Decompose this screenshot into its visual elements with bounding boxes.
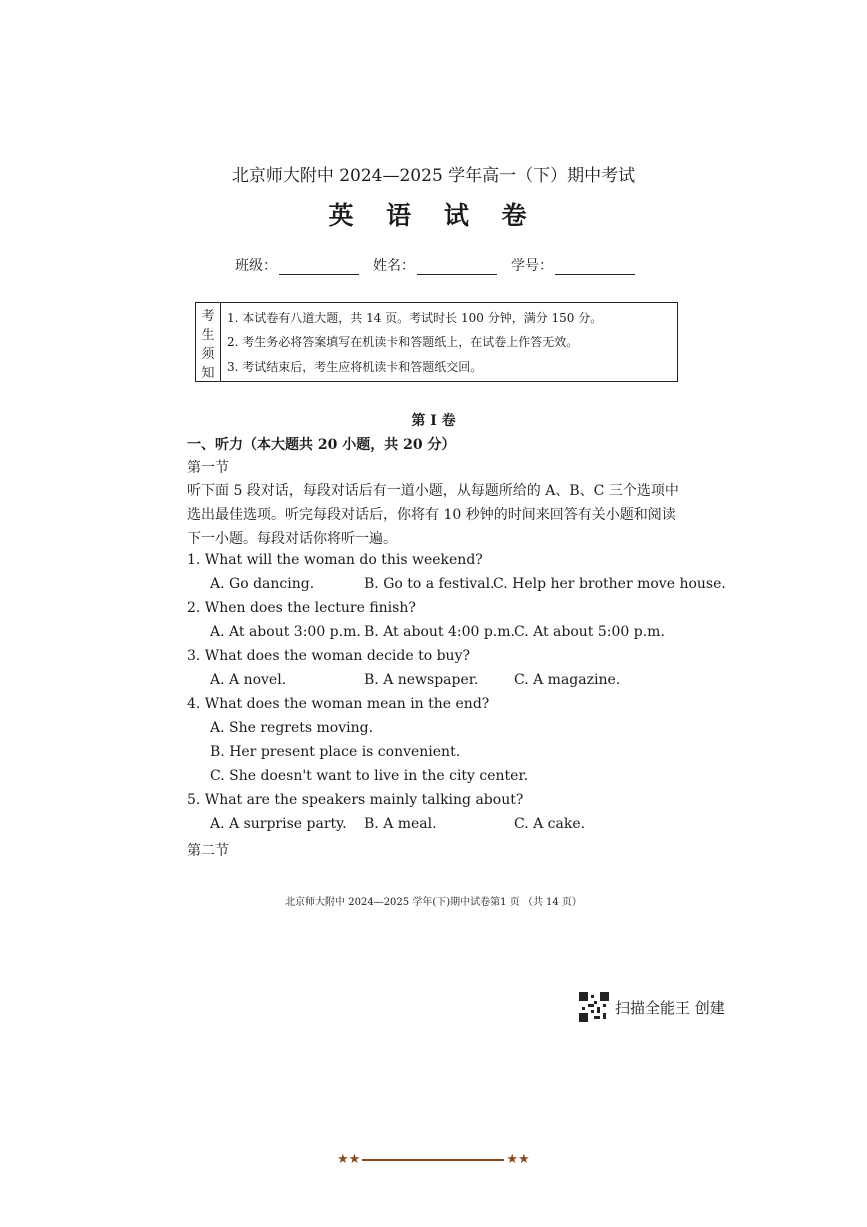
exam-title: 北京师大附中 2024—2025 学年高一（下）期中考试 bbox=[231, 166, 636, 186]
notice-items bbox=[221, 303, 677, 381]
q5-option-a: A. A surprise party. bbox=[210, 816, 347, 832]
class-blank[interactable] bbox=[279, 258, 359, 275]
page-decoration bbox=[337, 1152, 530, 1167]
qr-code-icon bbox=[579, 992, 609, 1022]
volume-title: 第 I 卷 bbox=[411, 413, 456, 429]
q1-option-b: B. Go to a festival. bbox=[364, 576, 495, 592]
q3-option-b: B. A newspaper. bbox=[364, 672, 479, 688]
question-2: 2. When does the lecture finish? bbox=[187, 600, 416, 616]
q4-option-b: B. Her present place is convenient. bbox=[210, 744, 461, 760]
name-label: 姓名： bbox=[373, 258, 415, 274]
q4-option-a: A. She regrets moving. bbox=[210, 720, 374, 736]
scanner-text: 扫描全能王 创建 bbox=[615, 998, 725, 1017]
notice-head-char: 须 bbox=[201, 347, 215, 362]
page-footer: 北京师大附中 2024—2025 学年(下)期中试卷第1 页 （共 14 页） bbox=[285, 897, 582, 908]
question-4: 4. What does the woman mean in the end? bbox=[187, 696, 490, 712]
class-label: 班级： bbox=[235, 258, 277, 274]
student-id-field[interactable] bbox=[511, 255, 635, 275]
class-field[interactable] bbox=[235, 255, 359, 275]
student-id-blank[interactable] bbox=[555, 258, 635, 275]
section-one-title: 第一节 bbox=[187, 460, 229, 476]
scanner-watermark bbox=[579, 992, 725, 1022]
notice-head-char: 知 bbox=[201, 366, 215, 381]
q1-option-c: C. Help her brother move house. bbox=[493, 576, 726, 592]
q2-option-b: B. At about 4:00 p.m. bbox=[364, 624, 515, 640]
q5-option-c: C. A cake. bbox=[514, 816, 586, 832]
q2-option-c: C. At about 5:00 p.m. bbox=[514, 624, 665, 640]
notice-head-char: 考 bbox=[201, 309, 215, 324]
question-3: 3. What does the woman decide to buy? bbox=[187, 648, 470, 664]
exam-notice-box bbox=[195, 302, 678, 382]
notice-item: 2. 考生务必将答案填写在机读卡和答题纸上，在试卷上作答无效。 bbox=[227, 335, 579, 350]
notice-head-char: 生 bbox=[201, 328, 215, 343]
q3-option-a: A. A novel. bbox=[210, 672, 287, 688]
star-icon-left: ★★ bbox=[337, 1152, 361, 1167]
q5-option-b: B. A meal. bbox=[364, 816, 437, 832]
q1-option-a: A. Go dancing. bbox=[210, 576, 315, 592]
q3-option-c: C. A magazine. bbox=[514, 672, 621, 688]
question-5: 5. What are the speakers mainly talking about? bbox=[187, 792, 524, 808]
name-blank[interactable] bbox=[417, 258, 497, 275]
student-id-label: 学号： bbox=[511, 258, 553, 274]
student-info-fields bbox=[235, 255, 649, 275]
q2-option-a: A. At about 3:00 p.m. bbox=[210, 624, 361, 640]
listening-part-title: 一、听力（本大题共 20 小题，共 20 分） bbox=[187, 437, 456, 453]
listening-instructions: 听下面 5 段对话，每段对话后有一道小题，从每题所给的 A、B、C 三个选项中选出最佳选项。听完每段对话后，你将有 10 秒钟的时间来回答有关小题和阅读下一小题。每段对话你将听一遍。 bbox=[187, 483, 679, 547]
notice-item: 3. 考试结束后，考生应将机读卡和答题纸交回。 bbox=[227, 360, 483, 375]
subject-title: 英 语 试 卷 bbox=[328, 201, 539, 230]
notice-item: 1. 本试卷有八道大题，共 14 页。考试时长 100 分钟，满分 150 分。 bbox=[227, 310, 603, 325]
section-two-title: 第二节 bbox=[187, 843, 229, 859]
notice-heading bbox=[196, 303, 221, 381]
name-field[interactable] bbox=[373, 255, 497, 275]
star-icon-right: ★★ bbox=[506, 1152, 530, 1167]
question-1: 1. What will the woman do this weekend? bbox=[187, 552, 483, 568]
decoration-divider bbox=[362, 1159, 504, 1161]
q4-option-c: C. She doesn't want to live in the city center. bbox=[210, 768, 529, 784]
